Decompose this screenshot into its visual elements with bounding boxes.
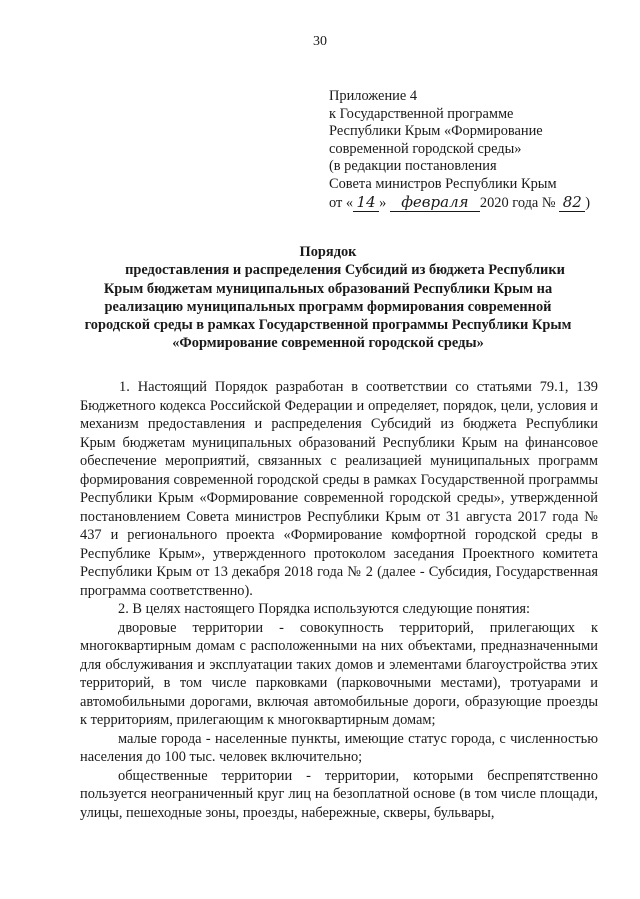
- date-year-text: 2020 года №: [479, 194, 556, 211]
- title-line: Крым бюджетам муниципальных образований Республики Крым на: [103, 280, 553, 297]
- body-paragraph: 2. В целях настоящего Порядка используются следующие понятия:: [118, 601, 531, 617]
- appendix-line: Республики Крым «Формирование: [329, 123, 543, 140]
- body-paragraph: малые города - населенные пункты, имеющие статус города, с численностью населения до 100 тыс. человек включительно;: [80, 730, 598, 765]
- appendix-line: к Государственной программе: [329, 105, 514, 122]
- date-prefix: от «: [329, 194, 354, 211]
- appendix-line: Совета министров Республики Крым: [329, 175, 557, 192]
- document-body: [80, 378, 598, 822]
- appendix-line: (в редакции постановления: [329, 158, 497, 175]
- body-paragraph: 1. Настоящий Порядок разработан в соответствии со статьями 79.1, 139 Бюджетного кодекса Российской Федерации и определяет, порядок, цели, условия и механизм предоставления и распределения Субсидий из бюджета Республики Крым бюджетам муниципальных образований Республики Крым на финансовое обеспечение мероприятий, связанных с реализацией муниципальных программ формирования современной городской среды в рамках Государственной программы Республики Крым «Формирование современной городской среды», утвержденной постановлением Совета министров Республики Крым от 31 августа 2017 года № 437 и регионального проекта «Формирование комфортной городской среды в Республике Крым», утвержденного протоколом заседания Проектного комитета Республики Крым от 13 декабря 2018 года № 2 (далее - Субсидия, Государственная программа соответственно).: [80, 379, 598, 599]
- title-line: городской среды в рамках Государственной программы Республики Крым: [84, 317, 572, 334]
- body-paragraph: общественные территории - территории, которыми беспрепятственно пользуется неограниченный круг лиц на безоплатной основе (в том числе площади, улицы, пешеходные зоны, проезды, набережные, скверы, бульвары,: [80, 767, 598, 821]
- date-suffix: ): [585, 194, 591, 211]
- title-line: предоставления и распределения Субсидий из бюджета Республики: [125, 262, 565, 279]
- appendix-line: современной городской среды»: [329, 140, 522, 157]
- appendix-block: [329, 88, 619, 212]
- title-line: «Формирование современной городской среды»: [172, 335, 484, 352]
- appendix-date-line: от « 14 » февраля 2020 года № 82 ): [329, 192, 591, 211]
- handwritten-month: февраля: [390, 194, 480, 213]
- title-line: реализацию муниципальных программ формирования современной: [104, 298, 552, 315]
- handwritten-day: 14: [353, 194, 379, 213]
- document-title: [58, 243, 598, 353]
- body-paragraph: дворовые территории - совокупность территорий, прилегающих к многоквартирным домам с расположенными на них объектами, предназначенными для обслуживания и эксплуатации таких домов и элементами благоустройства этих территорий, в том числе парковками (парковочными местами), тротуарами и автомобильными дорогами, включая автомобильные дороги, образующие проезды к территориям, прилегающим к многоквартирным домам;: [80, 619, 598, 728]
- appendix-line: Приложение 4: [329, 88, 418, 104]
- title-line: Порядок: [299, 244, 357, 260]
- handwritten-doc-number: 82: [559, 194, 585, 213]
- page-number: 30: [313, 34, 327, 49]
